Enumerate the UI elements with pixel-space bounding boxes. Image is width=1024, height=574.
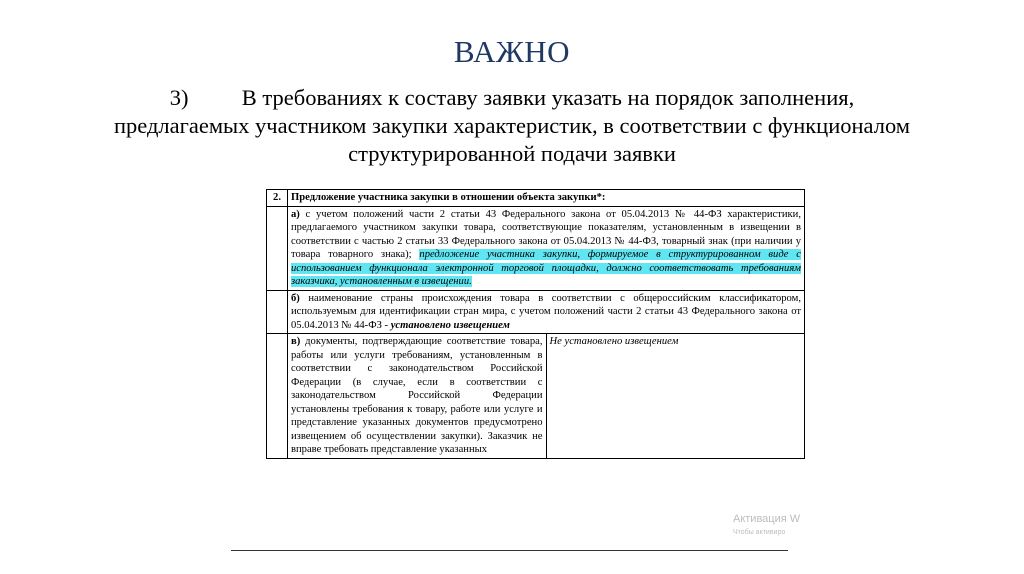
point-line-1: В требованиях к составу заявки указать на порядок заполнения,: [241, 85, 855, 110]
item-b-letter: б): [291, 292, 300, 304]
point-line-3: структурированной подачи заявки: [348, 141, 676, 166]
slide-title: ВАЖНО: [453, 34, 571, 69]
item-a: [288, 206, 805, 290]
table-row: [267, 334, 805, 459]
item-a-text: с учетом положений части 2 статьи 43 Федерального закона от 05.04.2013 № 44-ФЗ характеристики, предлагаемого участником закупки товара, соответствующие показателям, установленным в извещении в соответствии с частью 2 статьи 33 Федерального закона от 05.04.2013 № 44-ФЗ, товарный знак (при наличии у товара товарного знака);: [291, 208, 801, 260]
divider-line: [231, 550, 788, 551]
item-b: [288, 290, 805, 334]
activation-watermark: [733, 513, 801, 539]
watermark-line-2: Чтобы активиро: [733, 529, 786, 536]
point-line-2: предлагаемых участником закупки характеристик, в соответствии с функционалом: [113, 113, 911, 138]
item-v: [288, 334, 547, 459]
item-a-letter: а): [291, 208, 300, 220]
item-b-text: наименование страны происхождения товара в соответствии с общероссийским классификатором, используемым для идентификации стран мира, с учетом положений части 2 статьи 43 Федерального закона от 05.04.2013 № 44-ФЗ -: [291, 292, 801, 331]
table-row: [267, 190, 805, 207]
item-v-text: документы, подтверждающие соответствие товара, работы или услуги требованиям, установленным в соответствии с законодательством Российской Федерации (в случае, если в соответствии с законодательством Российской Федерации установлены требования к товару, работе или услуге и представление указанных документов предусмотрено извещением об осуществлении закупки). Заказчик не вправе требовать представление указанных: [291, 336, 543, 455]
watermark-line-1: Активация W: [733, 513, 801, 525]
item-b-status: установлено извещением: [390, 319, 510, 331]
document-excerpt: [231, 189, 801, 553]
highlighted-text: предложение участника закупки, формируемое в структурированном виде с использованием функционала электронной торговой площадки, должно соответствовать требованиям заказчика, установленным в извещении.: [291, 249, 801, 287]
point-number: 3): [169, 85, 189, 110]
table-row: [267, 206, 805, 290]
table-header: Предложение участника закупки в отношении объекта закупки*:: [288, 190, 805, 207]
requirements-table: [266, 189, 805, 459]
item-v-value: Не установлено извещением: [546, 334, 805, 459]
table-row: [267, 290, 805, 334]
row-number: 2.: [267, 190, 288, 207]
slide-subtitle: [60, 84, 964, 168]
item-v-letter: в): [291, 336, 301, 347]
